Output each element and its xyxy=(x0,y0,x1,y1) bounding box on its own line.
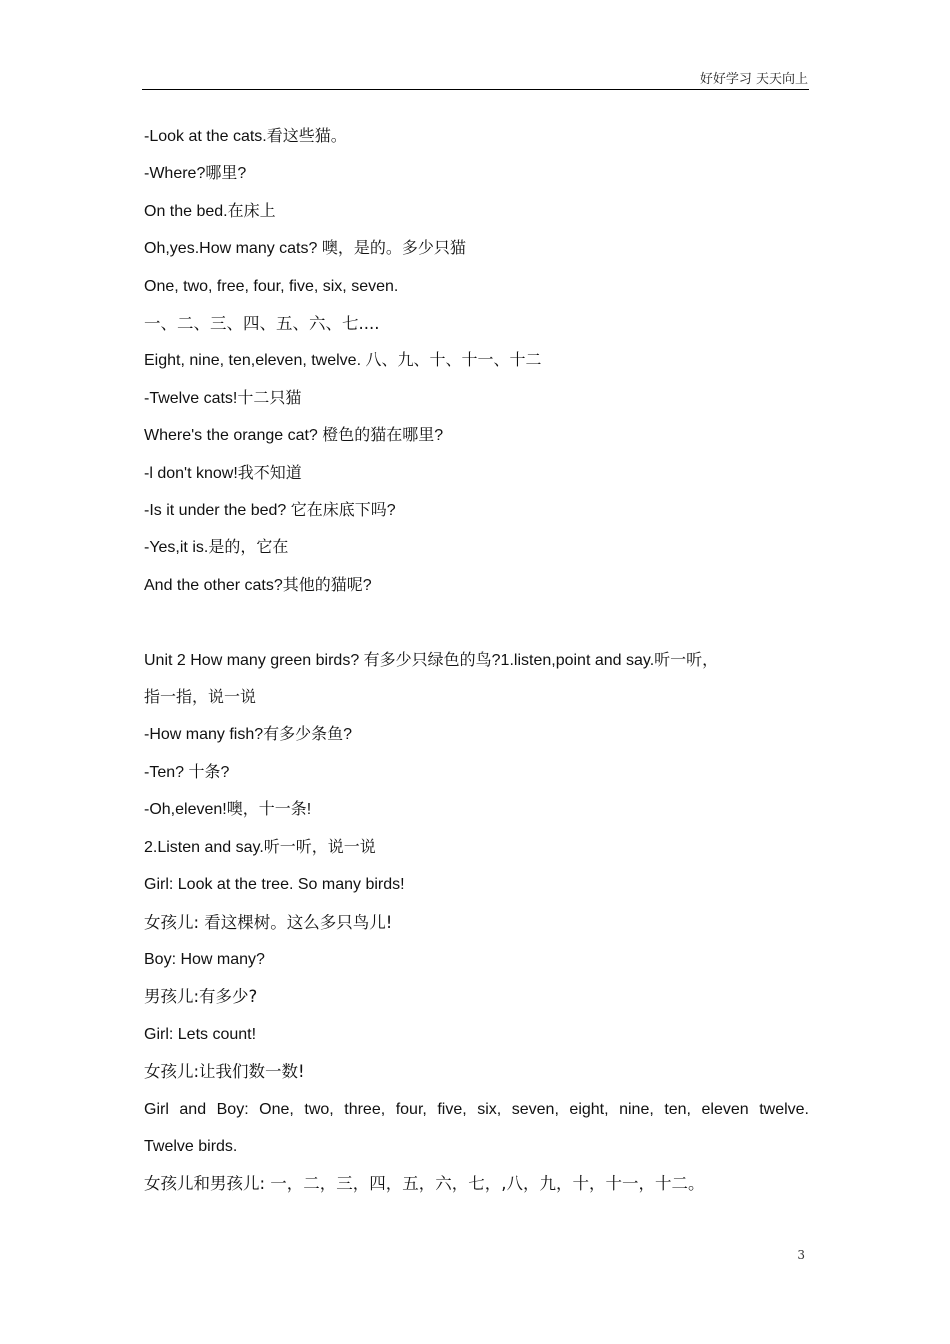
unit-heading-continuation: 指一指，说一说 xyxy=(144,689,257,707)
text-line: -Yes,it is.是的，它在 xyxy=(144,539,289,557)
text-line: On the bed.在床上 xyxy=(144,202,276,220)
text-line: Girl: Look at the tree. So many birds! xyxy=(144,876,405,894)
text-line: 女孩儿:让我们数一数! xyxy=(144,1062,305,1082)
text-line: Girl: Lets count! xyxy=(144,1025,257,1043)
text-line: -Look at the cats.看这些猫。 xyxy=(144,128,347,145)
blank-line xyxy=(144,604,809,641)
page-number: 3 xyxy=(797,1248,805,1262)
text-line: 一、二、三、四、五、六、七.... xyxy=(144,314,380,334)
text-line: Girl and Boy: One, two, three, four, five, six, seven, eight, nine, ten, eleven twelve. xyxy=(144,1100,809,1118)
header-rule xyxy=(142,89,809,90)
text-line: -Oh,eleven!噢，十一条! xyxy=(144,801,312,819)
text-line: 男孩儿:有多少? xyxy=(144,987,258,1007)
text-line: -Is it under the bed? 它在床底下吗? xyxy=(144,502,396,520)
document-body xyxy=(144,118,809,1203)
text-line: -l don't know!我不知道 xyxy=(144,464,302,482)
text-line: -Twelve cats!十二只猫 xyxy=(144,389,302,407)
text-line: -Where?哪里? xyxy=(144,165,247,183)
page-header: 好好学习 天天向上 xyxy=(699,72,808,87)
text-line: Twelve birds. xyxy=(144,1137,238,1155)
text-line: Eight, nine, ten,eleven, twelve. 八、九、十、十一、十二 xyxy=(144,352,542,370)
text-line: -Ten? 十条? xyxy=(144,763,230,781)
text-line: 女孩儿: 看这棵树。这么多只鸟儿! xyxy=(144,912,393,932)
text-line: Where's the orange cat? 橙色的猫在哪里? xyxy=(144,427,444,445)
text-line: And the other cats?其他的猫呢? xyxy=(144,576,372,594)
unit-heading-line: Unit 2 How many green birds? 有多少只绿色的鸟?1.listen,point and say.听一听， xyxy=(144,651,719,669)
text-line: -How many fish?有多少条鱼? xyxy=(144,726,353,744)
text-line: One, two, free, four, five, six, seven. xyxy=(144,277,399,295)
text-line: Boy: How many? xyxy=(144,950,265,968)
text-line: Oh,yes.How many cats? 噢，是的。多少只猫 xyxy=(144,240,466,258)
text-line: 女孩儿和男孩儿: 一，二，三，四，五，六，七，,八，九，十，十一，十二。 xyxy=(144,1174,705,1194)
section-heading-line: 2.Listen and say.听一听，说一说 xyxy=(144,838,376,856)
